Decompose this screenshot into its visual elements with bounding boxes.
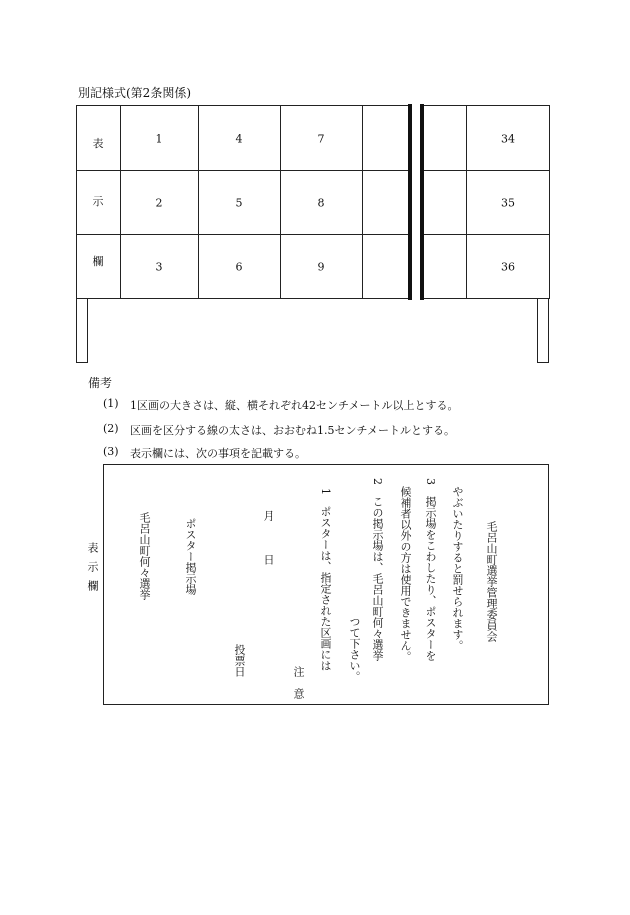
grid-line [198, 106, 199, 298]
remark-item [103, 445, 543, 461]
section-number: 7 [317, 132, 325, 146]
grid-line [280, 106, 281, 298]
grid-line [120, 106, 121, 298]
section-number: 36 [501, 260, 515, 274]
section-number: 8 [317, 196, 325, 210]
sample-vote-day: 投票日 [233, 644, 246, 677]
sample-notice-line: 1 ポスターは、指定された区画には [319, 488, 332, 671]
section-number: 1 [155, 132, 163, 146]
remark-number: (3) [103, 445, 119, 458]
sample-notice-line: やぶいたりすると罰せられます。 [451, 486, 464, 651]
sample-election-name: 毛呂山町何々選挙 [138, 512, 151, 600]
sample-committee: 毛呂山町選挙管理委員会 [485, 521, 498, 642]
section-number: 3 [155, 260, 163, 274]
grid-line [362, 106, 363, 298]
omission-line-right [420, 104, 424, 300]
grid-line [77, 170, 549, 171]
sample-notice-line: 2 この掲示場は、毛呂山町何々選挙 [371, 478, 384, 661]
remark-text: 1区画の大きさは、縦、横それぞれ42センチメートル以上とする。 [130, 399, 459, 412]
omission-line-left [408, 104, 412, 300]
grid-line [466, 106, 467, 298]
form-title: 別記様式(第2条関係) [78, 86, 191, 100]
remark-item [103, 422, 543, 438]
section-number: 6 [235, 260, 243, 274]
sample-side-label: 表示欄 [86, 542, 99, 599]
board-label-char: 示 [92, 195, 104, 208]
sample-notice-heading: 注 意 [292, 666, 305, 699]
section-number: 2 [155, 196, 163, 210]
remark-number: (2) [103, 422, 119, 435]
section-number: 34 [501, 132, 515, 146]
remarks-heading: 備考 [88, 376, 113, 390]
section-number: 4 [235, 132, 243, 146]
remark-text: 区画を区分する線の太さは、おおむね1.5センチメートルとする。 [130, 424, 456, 437]
board-leg-right [537, 298, 549, 363]
remark-number: (1) [103, 397, 119, 410]
remark-text: 表示欄には、次の事項を記載する。 [130, 447, 306, 460]
poster-board-diagram [76, 105, 550, 299]
sample-month-day: 月 日 [262, 510, 275, 565]
board-label-char: 欄 [92, 255, 104, 268]
remark-item [103, 397, 543, 413]
sample-notice-line: 候補者以外の方は使用できません。 [399, 486, 412, 662]
grid-line [77, 234, 549, 235]
section-number: 5 [235, 196, 243, 210]
section-number: 9 [317, 260, 325, 274]
board-leg-left [76, 298, 88, 363]
sample-poster-place: ポスター掲示場 [184, 518, 197, 595]
section-number: 35 [501, 196, 515, 210]
sample-notice-line: 3 掲示場をこわしたり、ポスターを [424, 478, 437, 661]
sample-notice-line: つて下さい。 [348, 616, 361, 682]
board-label-char: 表 [92, 137, 104, 150]
